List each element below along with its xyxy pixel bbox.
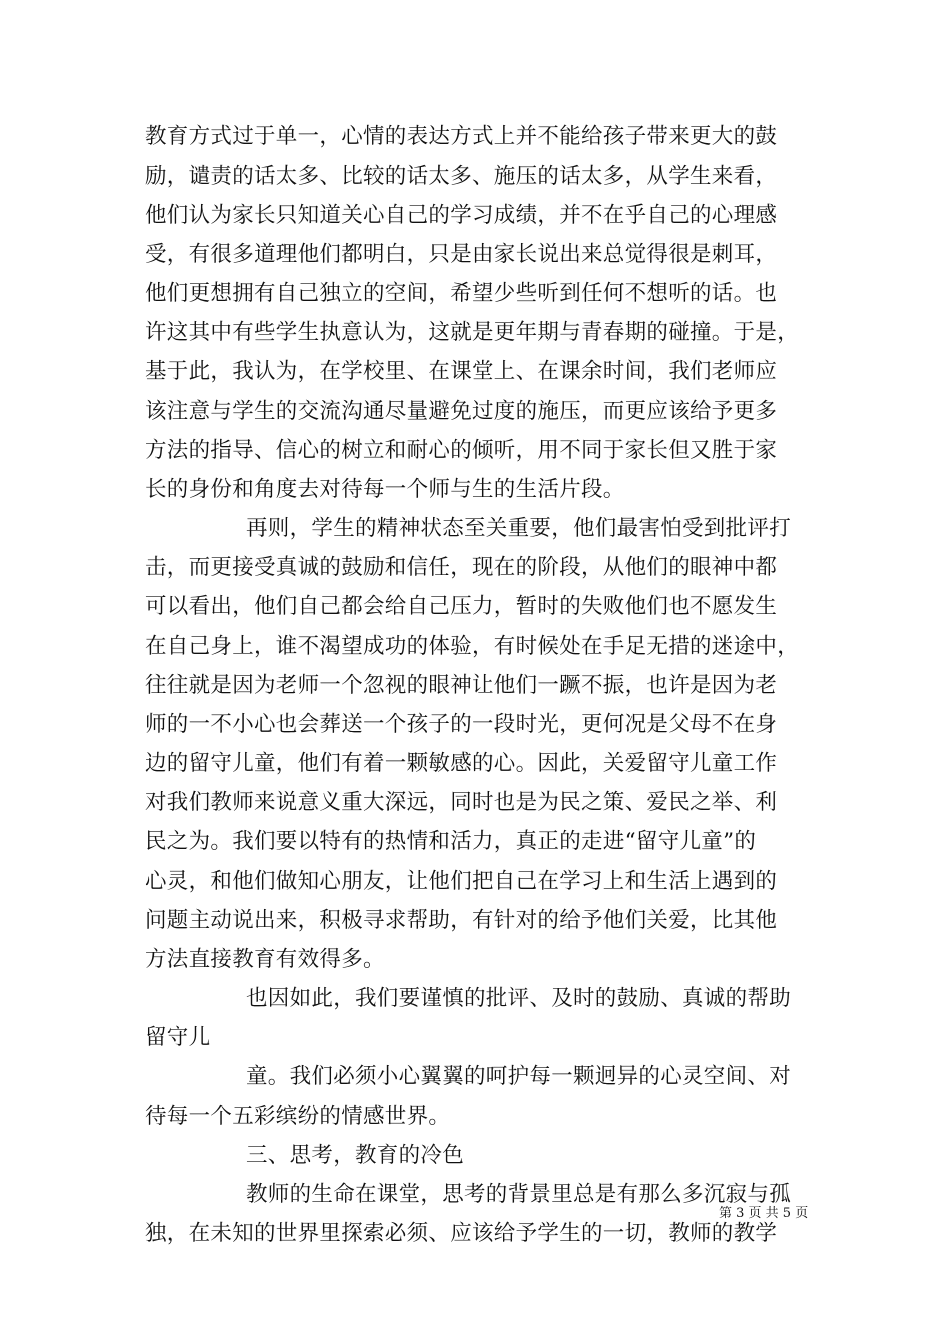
text-line: 他们认为家长只知道关心自己的学习成绩，并不在乎自己的心理感 bbox=[145, 203, 778, 228]
text-line: 往往就是因为老师一个忽视的眼神让他们一蹶不振，也许是因为老 bbox=[145, 673, 778, 698]
text-line: 长的身份和角度去对待每一个师与生的生活片段。 bbox=[145, 477, 625, 502]
text-line: 心灵，和他们做知心朋友，让他们把自己在学习上和生活上遇到的 bbox=[145, 869, 778, 894]
text-line: 许这其中有些学生执意认为，这就是更年期与青春期的碰撞。于是， bbox=[145, 320, 800, 345]
text-line: 问题主动说出来，积极寻求帮助，有针对的给予他们关爱，比其他 bbox=[145, 908, 778, 933]
text-line: 方法直接教育有效得多。 bbox=[145, 947, 385, 972]
text-line: 边的留守儿童，他们有着一颗敏感的心。因此，关爱留守儿童工作 bbox=[145, 751, 778, 776]
text-line: 民之为。我们要以特有的热情和活力，真正的走进“留守儿童”的 bbox=[145, 829, 757, 854]
text-line: 励，谴责的话太多、比较的话太多、施压的话太多，从学生来看， bbox=[145, 164, 778, 189]
text-line: 独，在未知的世界里探索必须、应该给予学生的一切，教师的教学 bbox=[145, 1221, 778, 1246]
page-number-footer: 第 3 页 共 5 页 bbox=[719, 1206, 809, 1221]
text-line: 在自己身上，谁不渴望成功的体验，有时候处在手足无措的迷途中， bbox=[145, 634, 800, 659]
text-line: 基于此，我认为，在学校里、在课堂上、在课余时间，我们老师应 bbox=[145, 359, 778, 384]
text-line: 他们更想拥有自己独立的空间，希望少些听到任何不想听的话。也 bbox=[145, 281, 778, 306]
text-line: 可以看出，他们自己都会给自己压力，暂时的失败他们也不愿发生 bbox=[145, 594, 778, 619]
text-line: 方法的指导、信心的树立和耐心的倾听，用不同于家长但又胜于家 bbox=[145, 438, 778, 463]
text-line: 教育方式过于单一，心情的表达方式上并不能给孩子带来更大的鼓 bbox=[145, 124, 778, 149]
text-line: 师的一不小心也会葬送一个孩子的一段时光，更何况是父母不在身 bbox=[145, 712, 778, 737]
text-line: 受，有很多道理他们都明白，只是由家长说出来总觉得很是刺耳， bbox=[145, 242, 778, 267]
text-line: 对我们教师来说意义重大深远，同时也是为民之策、爱民之举、利 bbox=[145, 790, 778, 815]
text-line: 留守儿 bbox=[145, 1025, 211, 1050]
text-line: 该注意与学生的交流沟通尽量避免过度的施压，而更应该给予更多 bbox=[145, 399, 778, 424]
section-heading: 三、思考，教育的冷色 bbox=[246, 1143, 465, 1168]
paragraph-start-line: 也因如此，我们要谨慎的批评、及时的鼓励、真诚的帮助 bbox=[246, 986, 792, 1011]
text-line: 待每一个五彩缤纷的情感世界。 bbox=[145, 1104, 451, 1129]
paragraph-start-line: 教师的生命在课堂，思考的背景里总是有那么多沉寂与孤 bbox=[246, 1182, 792, 1207]
text-line: 击，而更接受真诚的鼓励和信任，现在的阶段，从他们的眼神中都 bbox=[145, 555, 778, 580]
paragraph-start-line: 童。我们必须小心翼翼的呵护每一颗迥异的心灵空间、对 bbox=[246, 1064, 792, 1089]
paragraph-start-line: 再则，学生的精神状态至关重要，他们最害怕受到批评打 bbox=[246, 516, 792, 541]
